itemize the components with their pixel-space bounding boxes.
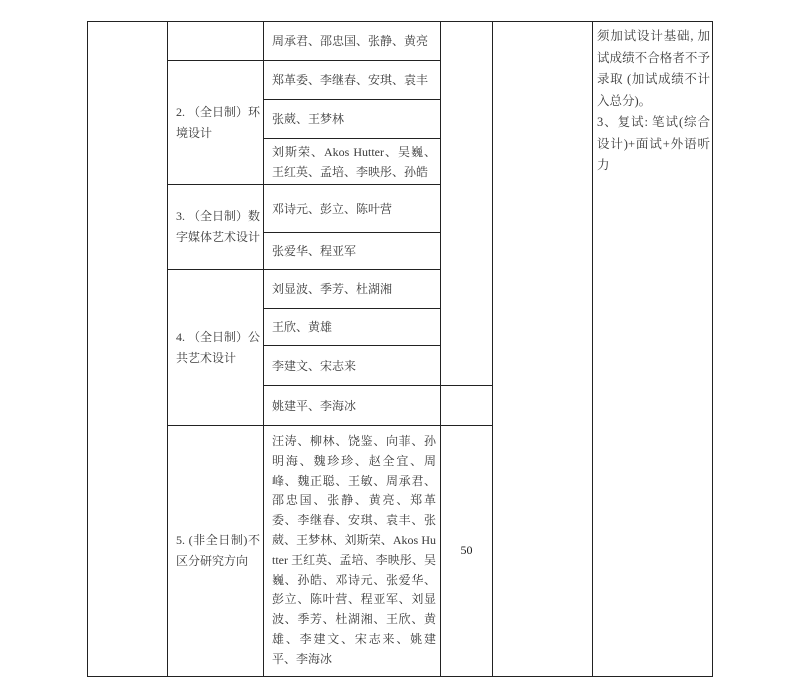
supervisors-cell: 邓诗元、彭立、陈叶营: [264, 185, 441, 233]
supervisors-cell: 姚建平、李海冰: [264, 386, 441, 426]
program-cell-environment-design: 2. （全日制）环境设计: [168, 61, 264, 185]
table-row: [88, 22, 713, 61]
admissions-table: [87, 21, 713, 677]
quota-cell-empty-upper: [441, 22, 493, 386]
program-cell-public-art-design: 4. （全日制）公共艺术设计: [168, 270, 264, 426]
supervisors-cell: 汪涛、柳林、饶鉴、向菲、孙明海、魏珍珍、赵全宜、周峰、魏正聪、王敏、周承君、邵忠国、张静、黄亮、郑革委、李继春、安琪、袁丰、张葳、王梦林、刘斯荣、Akos Hutter 王红英、孟培、李映彤、吴巍、孙皓、邓诗元、张爱华、彭立、陈叶营、程亚军、刘显波、季芳、杜湖湘、王欣、黄雄、李建文、宋志来、姚建平、李海冰: [264, 426, 441, 677]
remarks-cell: [593, 22, 713, 677]
supervisors-cell: 郑革委、李继春、安琪、袁丰: [264, 61, 441, 100]
supervisors-cell: 周承君、邵忠国、张静、黄亮: [264, 22, 441, 61]
quota-cell-value: 50: [441, 426, 493, 677]
supervisors-cell: 张葳、王梦林: [264, 100, 441, 139]
blank-column-cell: [493, 22, 593, 677]
program-cell-part-time-no-direction: 5. (非全日制)不区分研究方向: [168, 426, 264, 677]
quota-cell-empty-lower: [441, 386, 493, 426]
supervisors-cell: 刘斯荣、Akos Hutter、吴巍、王红英、孟培、李映彤、孙皓: [264, 139, 441, 185]
supervisors-cell: 刘显波、季芳、杜湖湘: [264, 270, 441, 309]
supervisors-cell: 李建文、宋志来: [264, 346, 441, 386]
supervisors-cell: 张爱华、程亚军: [264, 233, 441, 270]
program-cell-continued: [168, 22, 264, 61]
left-spacer-cell: [88, 22, 168, 677]
remarks-paragraph-2: 3、复试: 笔试(综合设计)+面试+外语听力: [597, 115, 710, 172]
program-cell-digital-media-art: 3. （全日制）数字媒体艺术设计: [168, 185, 264, 270]
supervisors-cell: 王欣、黄雄: [264, 309, 441, 346]
remarks-paragraph-1: 须加试设计基础, 加试成绩不合格者不予录取 (加试成绩不计入总分)。: [597, 29, 710, 108]
